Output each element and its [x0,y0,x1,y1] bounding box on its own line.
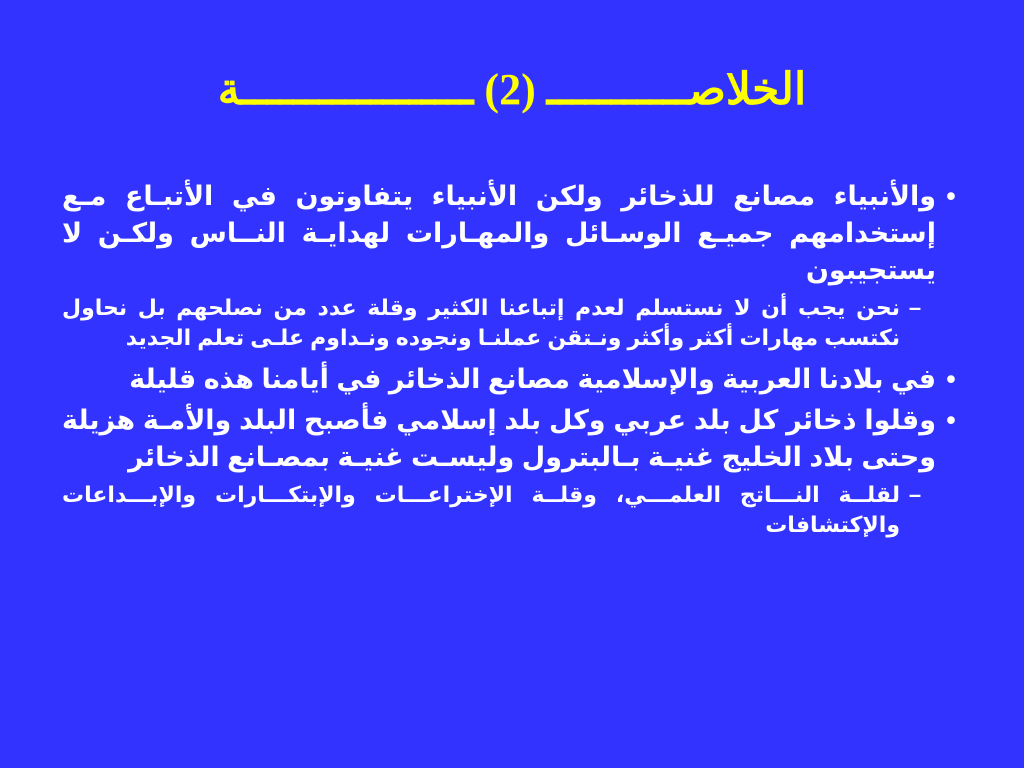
bullet-text: وقلوا ذخائر كل بلد عربي وكل بلد إسلامي فأصبح البلد والأمـة هزيلة وحتى بلاد الخليج غنيـة بـالبترول وليسـت غنيـة بمصـانع الذخائر [62,405,936,472]
bullet-marker: • [946,405,956,435]
sub-bullet-text: لقلــة النـــاتج العلمـــي، وقلــة الإختراعـــات والإبتكـــارات والإبـــداعات والإكتشافات [62,482,900,537]
slide-title: الخلاصـــــــــــ (2) ــــــــــــــــــة [217,65,807,114]
bullet-marker: • [946,181,956,211]
sub-bullet-item [62,480,966,540]
bullet-marker: • [946,364,956,394]
bullet-text: في بلادنا العربية والإسلامية مصانع الذخائر في أيامنا هذه قليلة [129,364,936,394]
sub-bullet-text: نحن يجب أن لا نستسلم لعدم إتباعنا الكثير وقلة عدد من نصلحهم بل نحاول نكتسب مهارات أكثر وأكثر ونـتقن عملنـا ونجوده ونـداوم علـى تعلم الجديد [62,295,900,350]
sub-bullet-item [62,293,966,353]
bullet-item [62,178,966,289]
sub-bullet-marker: – [908,295,922,320]
bullet-item [62,402,966,476]
bullet-text: والأنبياء مصانع للذخائر ولكن الأنبياء يتفاوتون في الأتبـاع مـع إستخدامهم جميـع الوسـائل والمهـارات لهدايـة النــاس ولكـن لا يستجيبون [62,181,936,285]
bullet-item [62,361,966,398]
sub-bullet-marker: – [908,482,922,507]
slide-content [62,178,966,548]
